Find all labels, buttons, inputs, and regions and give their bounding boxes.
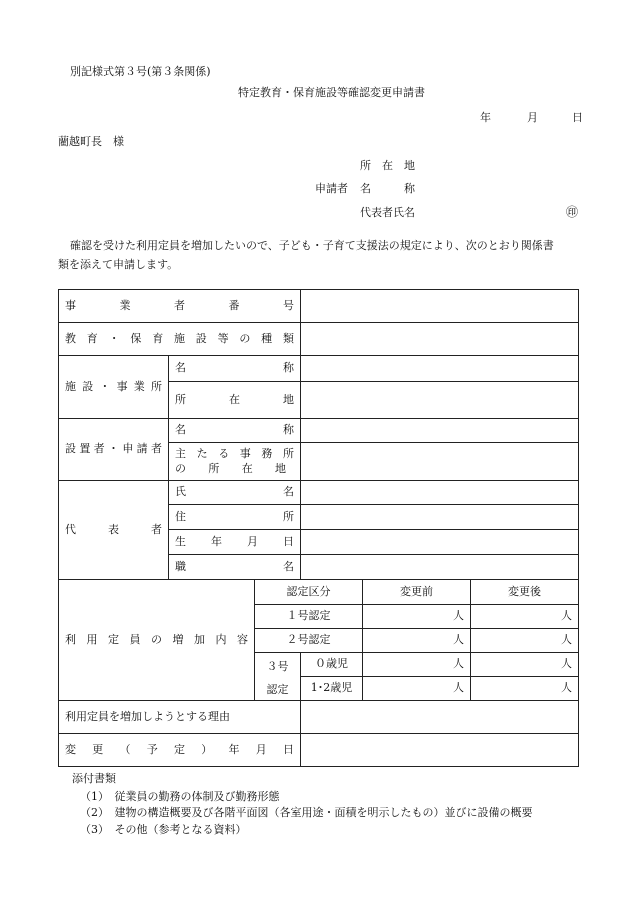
- seal-mark: ㊞: [566, 205, 579, 219]
- facility-type-label: 教 育 ・ 保 育 施 設 等 の 種 類: [65, 331, 294, 345]
- age0-after-field[interactable]: 人: [471, 653, 579, 677]
- rep-name-field[interactable]: [301, 481, 579, 505]
- row-facility-type: [59, 323, 579, 356]
- rep-address-field[interactable]: [301, 505, 579, 530]
- facility-label: 施 設 ・ 事 業 所: [65, 379, 162, 393]
- reason-label: 利用定員を増加しようとする理由: [59, 701, 301, 734]
- attachments-title: 添付書類: [72, 772, 116, 785]
- age12-label: 1･2歳児: [301, 677, 363, 701]
- rep-address-label: 住 所: [175, 509, 295, 523]
- cert2-label: ２号認定: [255, 629, 363, 653]
- business-number-field[interactable]: [301, 290, 579, 323]
- founder-name-label: 名 称: [175, 423, 295, 437]
- rep-name-label: 氏 名: [175, 485, 295, 499]
- founder-office-label-2: の 所 在 地: [175, 461, 287, 475]
- reason-field[interactable]: [301, 701, 579, 734]
- founder-label: 設 置 者 ・ 申 請 者: [65, 442, 162, 456]
- facility-type-field[interactable]: [301, 323, 579, 356]
- age0-label: ０歳児: [301, 653, 363, 677]
- cert1-after-field[interactable]: 人: [471, 605, 579, 629]
- cert1-before-field[interactable]: 人: [363, 605, 471, 629]
- applicant-address-label: 所 在 地: [360, 159, 415, 172]
- rep-title-field[interactable]: [301, 555, 579, 580]
- attachment-item: （3） その他（参考となる資料）: [80, 823, 247, 836]
- facility-name-field[interactable]: [301, 356, 579, 382]
- form-title: 特定教育・保育施設等確認変更申請書: [238, 86, 425, 99]
- form-number: 別記様式第３号(第３条関係): [70, 65, 211, 78]
- after-header: 変更後: [471, 580, 579, 605]
- change-date-field[interactable]: [301, 734, 579, 767]
- age0-before-field[interactable]: 人: [363, 653, 471, 677]
- business-number-label: 事 業 者 番 号: [65, 298, 294, 312]
- cert2-after-field[interactable]: 人: [471, 629, 579, 653]
- facility-name-label: 名 称: [175, 361, 295, 375]
- rep-title-label: 職 名: [175, 559, 295, 573]
- applicant-label: 申請者: [315, 182, 348, 195]
- before-header: 変更前: [363, 580, 471, 605]
- founder-office-label-1: 主 た る 事 務 所: [175, 446, 294, 460]
- date-year-label: 年: [480, 111, 491, 124]
- applicant-rep-label: 代表者氏名: [360, 206, 415, 219]
- addressee: 藺越町長 様: [58, 135, 124, 148]
- age12-after-field[interactable]: 人: [471, 677, 579, 701]
- representative-label: 代 表 者: [65, 522, 162, 536]
- cert1-label: １号認定: [255, 605, 363, 629]
- date-month-label: 月: [527, 111, 538, 124]
- attachment-item: （1） 従業員の勤務の体制及び勤務形態: [80, 790, 280, 803]
- change-date-label: 変 更 （ 予 定 ） 年 月 日: [65, 742, 294, 756]
- cert-header: 認定区分: [255, 580, 363, 605]
- attachment-item: （2） 建物の構造概要及び各階平面図（各室用途・面積を明示したもの）並びに設備の概要: [80, 806, 533, 819]
- founder-office-field[interactable]: [301, 443, 579, 481]
- application-table: [58, 289, 579, 767]
- rep-birth-field[interactable]: [301, 530, 579, 555]
- row-business-number: [59, 290, 579, 323]
- rep-birth-label: 生 年 月 日: [175, 534, 294, 548]
- facility-address-field[interactable]: [301, 382, 579, 419]
- age12-before-field[interactable]: 人: [363, 677, 471, 701]
- applicant-name-label: 名 称: [360, 182, 415, 195]
- body-text-line1: 確認を受けた利用定員を増加したいので、子ども・子育て支援法の規定により、次のとおり関係書: [70, 239, 554, 252]
- cert2-before-field[interactable]: 人: [363, 629, 471, 653]
- cert3-label-2: 認定: [266, 682, 289, 696]
- date-day-label: 日: [572, 111, 583, 124]
- cert3-label-1: ３号: [266, 659, 289, 673]
- facility-address-label: 所 在 地: [175, 392, 295, 406]
- founder-name-field[interactable]: [301, 419, 579, 443]
- increase-label: 利 用 定 員 の 増 加 内 容: [65, 632, 248, 646]
- body-text-line2: 類を添えて申請します。: [58, 258, 179, 271]
